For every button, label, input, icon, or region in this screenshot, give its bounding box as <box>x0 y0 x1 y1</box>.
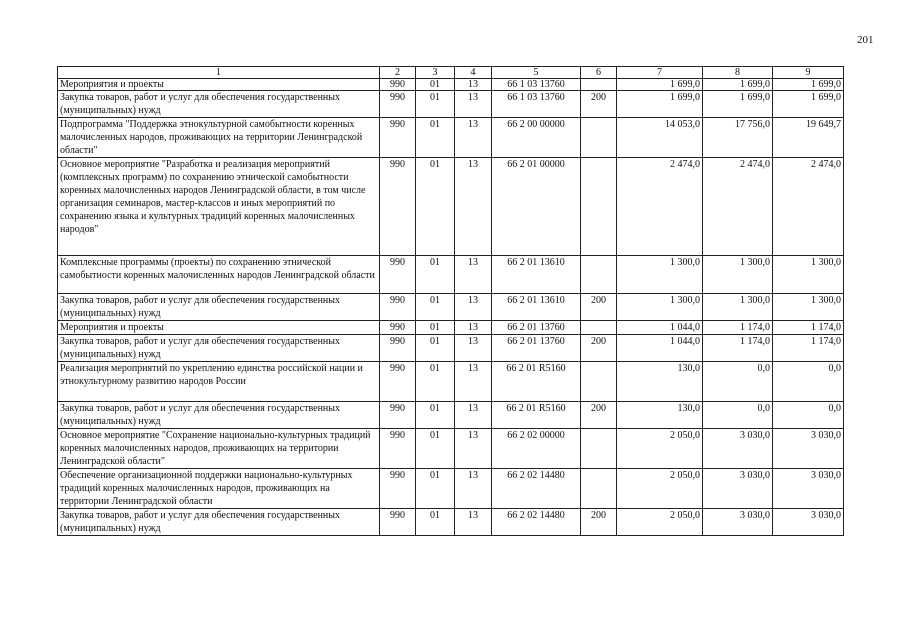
code-cell: 200 <box>581 402 617 429</box>
code-cell: 13 <box>455 509 492 536</box>
table-row <box>58 158 844 256</box>
code-cell: 990 <box>380 429 416 469</box>
code-cell: 66 2 01 13610 <box>492 294 581 321</box>
code-cell: 01 <box>416 469 455 509</box>
amount-cell: 2 474,0 <box>617 158 703 256</box>
code-cell: 66 2 01 R5160 <box>492 362 581 402</box>
code-cell: 200 <box>581 294 617 321</box>
amount-cell: 2 050,0 <box>617 429 703 469</box>
code-cell: 01 <box>416 79 455 91</box>
code-cell: 66 1 03 13760 <box>492 91 581 118</box>
table-row <box>58 402 844 429</box>
code-cell: 01 <box>416 335 455 362</box>
code-cell: 66 2 01 13760 <box>492 321 581 335</box>
code-cell: 990 <box>380 118 416 158</box>
table-row <box>58 79 844 91</box>
table-row <box>58 469 844 509</box>
row-name-cell: Мероприятия и проекты <box>58 321 380 335</box>
row-name-cell: Закупка товаров, работ и услуг для обеспечения государственных (муниципальных) нужд <box>58 335 380 362</box>
table-row <box>58 256 844 294</box>
amount-cell: 1 699,0 <box>703 91 773 118</box>
code-cell: 01 <box>416 362 455 402</box>
code-cell <box>581 158 617 256</box>
code-cell: 13 <box>455 362 492 402</box>
code-cell: 990 <box>380 321 416 335</box>
table-row <box>58 294 844 321</box>
row-name-cell: Основное мероприятие "Сохранение национально-культурных традиций коренных малочисленных народов, проживающих на территории Ленинградской области" <box>58 429 380 469</box>
code-cell: 13 <box>455 321 492 335</box>
table-row <box>58 335 844 362</box>
table-row <box>58 118 844 158</box>
amount-cell: 2 474,0 <box>773 158 844 256</box>
amount-cell: 1 174,0 <box>703 335 773 362</box>
amount-cell: 19 649,7 <box>773 118 844 158</box>
amount-cell: 0,0 <box>703 362 773 402</box>
row-name-cell: Комплексные программы (проекты) по сохранению этнической самобытности коренных малочисленных народов Ленинградской области <box>58 256 380 294</box>
budget-table <box>57 66 844 536</box>
code-cell: 13 <box>455 335 492 362</box>
header-cell: 8 <box>703 67 773 79</box>
code-cell: 990 <box>380 294 416 321</box>
code-cell: 990 <box>380 335 416 362</box>
code-cell: 13 <box>455 294 492 321</box>
code-cell: 01 <box>416 158 455 256</box>
row-name-cell: Закупка товаров, работ и услуг для обеспечения государственных (муниципальных) нужд <box>58 402 380 429</box>
code-cell: 13 <box>455 469 492 509</box>
amount-cell: 3 030,0 <box>703 429 773 469</box>
header-cell: 1 <box>58 67 380 79</box>
code-cell: 01 <box>416 91 455 118</box>
code-cell: 66 1 03 13760 <box>492 79 581 91</box>
code-cell: 200 <box>581 509 617 536</box>
amount-cell: 1 300,0 <box>617 294 703 321</box>
code-cell: 66 2 02 00000 <box>492 429 581 469</box>
header-cell: 5 <box>492 67 581 79</box>
code-cell: 66 2 01 00000 <box>492 158 581 256</box>
code-cell: 66 2 01 13610 <box>492 256 581 294</box>
code-cell: 01 <box>416 321 455 335</box>
code-cell: 200 <box>581 335 617 362</box>
header-cell: 7 <box>617 67 703 79</box>
code-cell: 990 <box>380 362 416 402</box>
code-cell: 01 <box>416 402 455 429</box>
amount-cell: 1 699,0 <box>617 91 703 118</box>
page-number: 201 <box>857 34 874 46</box>
code-cell: 01 <box>416 294 455 321</box>
amount-cell: 1 044,0 <box>617 321 703 335</box>
header-cell: 4 <box>455 67 492 79</box>
code-cell: 01 <box>416 118 455 158</box>
amount-cell: 1 174,0 <box>773 335 844 362</box>
amount-cell: 14 053,0 <box>617 118 703 158</box>
code-cell <box>581 256 617 294</box>
code-cell: 13 <box>455 158 492 256</box>
amount-cell: 1 699,0 <box>773 79 844 91</box>
amount-cell: 1 699,0 <box>617 79 703 91</box>
code-cell <box>581 429 617 469</box>
row-name-cell: Закупка товаров, работ и услуг для обеспечения государственных (муниципальных) нужд <box>58 91 380 118</box>
code-cell: 990 <box>380 158 416 256</box>
code-cell <box>581 118 617 158</box>
amount-cell: 1 300,0 <box>703 294 773 321</box>
table-row <box>58 91 844 118</box>
code-cell: 13 <box>455 256 492 294</box>
row-name-cell: Подпрограмма "Поддержка этнокультурной самобытности коренных малочисленных народов, проживающих на территории Ленинградской области" <box>58 118 380 158</box>
amount-cell: 1 699,0 <box>703 79 773 91</box>
header-row <box>58 67 844 79</box>
code-cell: 66 2 01 13760 <box>492 335 581 362</box>
table-row <box>58 362 844 402</box>
code-cell: 66 2 02 14480 <box>492 509 581 536</box>
amount-cell: 2 050,0 <box>617 509 703 536</box>
amount-cell: 0,0 <box>773 402 844 429</box>
code-cell: 990 <box>380 509 416 536</box>
header-cell: 6 <box>581 67 617 79</box>
amount-cell: 0,0 <box>773 362 844 402</box>
row-name-cell: Закупка товаров, работ и услуг для обеспечения государственных (муниципальных) нужд <box>58 294 380 321</box>
code-cell: 13 <box>455 79 492 91</box>
row-name-cell: Мероприятия и проекты <box>58 79 380 91</box>
code-cell: 200 <box>581 91 617 118</box>
code-cell: 990 <box>380 256 416 294</box>
table-row <box>58 429 844 469</box>
code-cell: 01 <box>416 509 455 536</box>
code-cell: 66 2 00 00000 <box>492 118 581 158</box>
amount-cell: 3 030,0 <box>773 509 844 536</box>
amount-cell: 1 300,0 <box>703 256 773 294</box>
amount-cell: 3 030,0 <box>773 469 844 509</box>
amount-cell: 1 699,0 <box>773 91 844 118</box>
code-cell: 13 <box>455 91 492 118</box>
table-row <box>58 321 844 335</box>
code-cell: 990 <box>380 402 416 429</box>
amount-cell: 1 300,0 <box>773 294 844 321</box>
code-cell: 66 2 01 R5160 <box>492 402 581 429</box>
header-cell: 9 <box>773 67 844 79</box>
code-cell <box>581 362 617 402</box>
amount-cell: 17 756,0 <box>703 118 773 158</box>
amount-cell: 3 030,0 <box>703 469 773 509</box>
code-cell: 01 <box>416 256 455 294</box>
amount-cell: 130,0 <box>617 402 703 429</box>
amount-cell: 2 050,0 <box>617 469 703 509</box>
code-cell: 13 <box>455 118 492 158</box>
code-cell <box>581 79 617 91</box>
amount-cell: 130,0 <box>617 362 703 402</box>
code-cell: 01 <box>416 429 455 469</box>
amount-cell: 3 030,0 <box>703 509 773 536</box>
code-cell: 13 <box>455 402 492 429</box>
amount-cell: 3 030,0 <box>773 429 844 469</box>
header-cell: 3 <box>416 67 455 79</box>
amount-cell: 2 474,0 <box>703 158 773 256</box>
code-cell <box>581 321 617 335</box>
amount-cell: 1 300,0 <box>617 256 703 294</box>
code-cell: 990 <box>380 469 416 509</box>
header-cell: 2 <box>380 67 416 79</box>
code-cell: 66 2 02 14480 <box>492 469 581 509</box>
code-cell: 13 <box>455 429 492 469</box>
code-cell <box>581 469 617 509</box>
amount-cell: 1 174,0 <box>773 321 844 335</box>
code-cell: 990 <box>380 79 416 91</box>
amount-cell: 0,0 <box>703 402 773 429</box>
row-name-cell: Закупка товаров, работ и услуг для обеспечения государственных (муниципальных) нужд <box>58 509 380 536</box>
row-name-cell: Основное мероприятие "Разработка и реализация мероприятий (комплексных программ) по сохранению этнической самобытности коренных малочисленных народов Ленинградской области, в том числе организация семинаров, мастер-классов и иных мероприятий по сохранению языка и культурных традиций коренных малочисленных народов" <box>58 158 380 256</box>
amount-cell: 1 044,0 <box>617 335 703 362</box>
amount-cell: 1 174,0 <box>703 321 773 335</box>
row-name-cell: Обеспечение организационной поддержки национально-культурных традиций коренных малочисленных народов, проживающих на территории Ленинградской области <box>58 469 380 509</box>
row-name-cell: Реализация мероприятий по укреплению единства российской нации и этнокультурному развитию народов России <box>58 362 380 402</box>
code-cell: 990 <box>380 91 416 118</box>
table-row <box>58 509 844 536</box>
amount-cell: 1 300,0 <box>773 256 844 294</box>
